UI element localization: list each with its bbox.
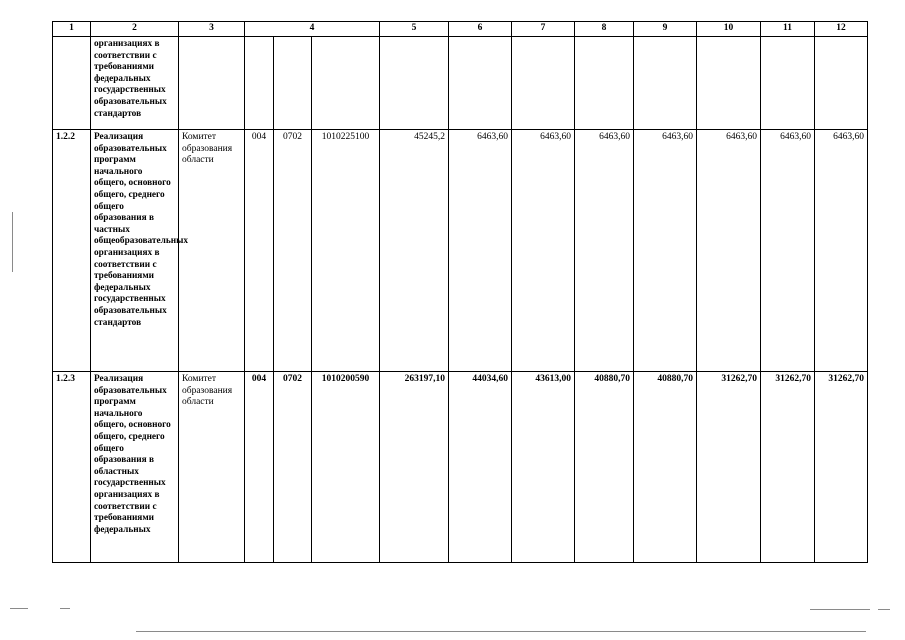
scan-artifact-bottom-left-mark bbox=[10, 608, 28, 609]
row-value-10: 31262,70 bbox=[697, 372, 761, 563]
header-col-2: 2 bbox=[91, 22, 179, 37]
row-value-6 bbox=[449, 37, 512, 130]
header-col-9: 9 bbox=[634, 22, 697, 37]
row-value-11: 31262,70 bbox=[761, 372, 815, 563]
row-number bbox=[53, 37, 91, 130]
row-name: организациях в соответствии с требованиями федеральных государственных образовательных стандартов bbox=[91, 37, 179, 130]
row-value-7: 6463,60 bbox=[512, 130, 575, 372]
budget-table bbox=[52, 21, 868, 563]
row-value-5: 45245,2 bbox=[380, 130, 449, 372]
scan-artifact-bottom-right-mark bbox=[810, 609, 870, 610]
scan-artifact-bottom-left-mark-2 bbox=[60, 608, 70, 609]
header-col-8: 8 bbox=[575, 22, 634, 37]
row-value-12 bbox=[815, 37, 868, 130]
row-value-5: 263197,10 bbox=[380, 372, 449, 563]
header-col-10: 10 bbox=[697, 22, 761, 37]
row-executor: Комитет образования области bbox=[179, 130, 245, 372]
header-col-3: 3 bbox=[179, 22, 245, 37]
row-code-b: 0702 bbox=[274, 372, 312, 563]
row-value-5 bbox=[380, 37, 449, 130]
row-value-11: 6463,60 bbox=[761, 130, 815, 372]
row-number: 1.2.2 bbox=[53, 130, 91, 372]
row-code-a: 004 bbox=[245, 130, 274, 372]
row-code-a bbox=[245, 37, 274, 130]
row-value-9 bbox=[634, 37, 697, 130]
scan-artifact-left-mark bbox=[12, 212, 13, 272]
row-value-10: 6463,60 bbox=[697, 130, 761, 372]
row-value-10 bbox=[697, 37, 761, 130]
scan-artifact-bottom-line bbox=[136, 631, 866, 632]
row-code-b bbox=[274, 37, 312, 130]
row-value-12: 31262,70 bbox=[815, 372, 868, 563]
row-value-6: 6463,60 bbox=[449, 130, 512, 372]
header-col-1: 1 bbox=[53, 22, 91, 37]
row-value-9: 40880,70 bbox=[634, 372, 697, 563]
row-name: Реализация образовательных программ начального общего, основного общего, среднего общего образования в частных общеобразовательных организациях в соответствии с требованиями федеральных государственных образовательных стандартов bbox=[91, 130, 179, 372]
row-executor: Комитет образования области bbox=[179, 372, 245, 563]
row-code-c bbox=[312, 37, 380, 130]
header-col-4: 4 bbox=[245, 22, 380, 37]
scan-artifact-bottom-right-mark-2 bbox=[878, 609, 890, 610]
row-code-c: 1010225100 bbox=[312, 130, 380, 372]
row-value-11 bbox=[761, 37, 815, 130]
header-col-12: 12 bbox=[815, 22, 868, 37]
row-number: 1.2.3 bbox=[53, 372, 91, 563]
header-col-5: 5 bbox=[380, 22, 449, 37]
row-value-6: 44034,60 bbox=[449, 372, 512, 563]
table-row bbox=[53, 37, 868, 130]
table-row bbox=[53, 372, 868, 563]
row-name: Реализация образовательных программ начального общего, основного общего, среднего общего образования в областных государственных организациях в соответствии с требованиями федеральных bbox=[91, 372, 179, 563]
header-col-11: 11 bbox=[761, 22, 815, 37]
row-executor bbox=[179, 37, 245, 130]
header-col-7: 7 bbox=[512, 22, 575, 37]
header-row bbox=[53, 22, 868, 37]
row-value-8: 40880,70 bbox=[575, 372, 634, 563]
table-row bbox=[53, 130, 868, 372]
row-value-9: 6463,60 bbox=[634, 130, 697, 372]
row-code-b: 0702 bbox=[274, 130, 312, 372]
header-col-6: 6 bbox=[449, 22, 512, 37]
row-value-7 bbox=[512, 37, 575, 130]
row-value-8 bbox=[575, 37, 634, 130]
row-value-12: 6463,60 bbox=[815, 130, 868, 372]
row-code-c: 1010200590 bbox=[312, 372, 380, 563]
row-code-a: 004 bbox=[245, 372, 274, 563]
row-value-8: 6463,60 bbox=[575, 130, 634, 372]
row-value-7: 43613,00 bbox=[512, 372, 575, 563]
